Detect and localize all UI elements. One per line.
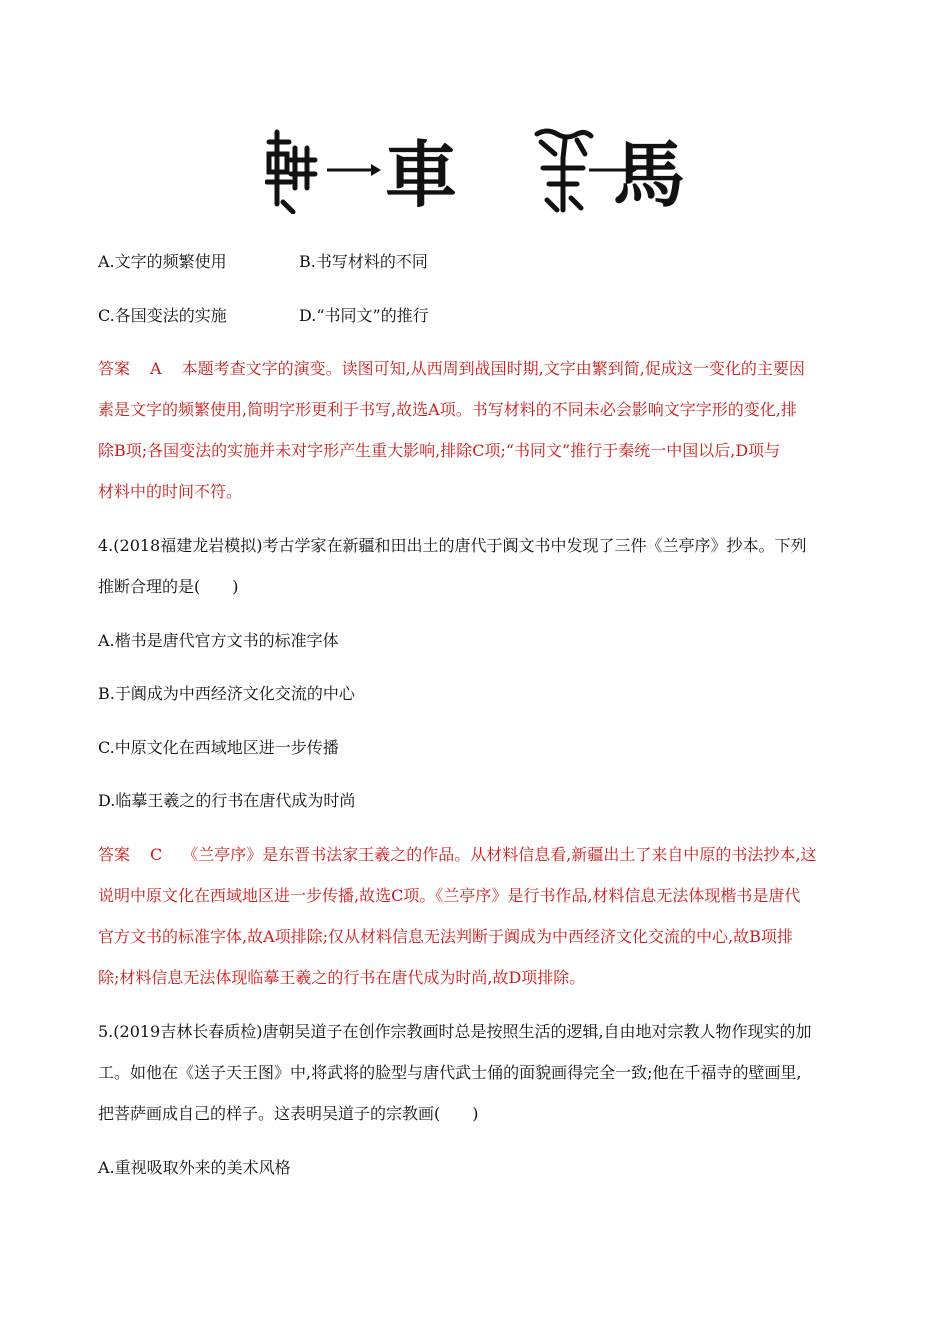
q4-answer-line-3: 官方文书的标准字体,故A项排除;仅从材料信息无法判断于阗成为中西经济文化交流的中心,故B项排 [98,927,793,946]
script-evolution-figure [265,118,685,214]
q4-stem-line-1: 4.(2018福建龙岩模拟)考古学家在新疆和田出土的唐代于阗文书中发现了三件《兰亭序》抄本。下列 [98,536,807,555]
q3-answer-label: 答案 [98,359,131,378]
q4-answer-label: 答案 [98,845,131,864]
q4-option-b: B.于阗成为中西经济文化交流的中心 [98,684,355,703]
q3-options-row-2 [98,306,227,326]
q3-answer-letter: A [150,359,162,378]
q5-stem-line-1: 5.(2019吉林长春质检)唐朝吴道子在创作宗教画时总是按照生活的逻辑,自由地对宗教人物作现实的加 [98,1022,812,1041]
q3-answer-line-2: 素是文字的频繁使用,简明字形更利于书写,故选A项。书写材料的不同未必会影响文字字形的变化,排 [98,400,797,419]
q4-answer-text: 《兰亭序》是东晋书法家王羲之的作品。从材料信息看,新疆出土了来自中原的书法抄本,这 [182,845,817,864]
q5-stem-line-2: 工。如他在《送子天王图》中,将武将的脸型与唐代武士俑的面貌画得完全一致;他在千福寺的壁画里, [98,1063,802,1082]
q3-options-row-1 [98,252,227,272]
later-che-glyph: 車 [385,133,458,214]
ancient-che-glyph [267,132,315,212]
ancient-ma-glyph [537,131,591,210]
q5-option-a: A.重视吸取外来的美术风格 [98,1158,291,1177]
q4-option-d: D.临摹王羲之的行书在唐代成为时尚 [98,791,356,810]
q4-answer-letter: C [150,845,163,864]
q5-stem-line-3: 把菩萨画成自己的样子。这表明吴道子的宗教画( ) [98,1104,479,1123]
arrow-icon [327,164,381,176]
q4-answer-line-2: 说明中原文化在西域地区进一步传播,故选C项。《兰亭序》是行书作品,材料信息无法体现楷书是唐代 [98,886,801,905]
q4-option-c: C.中原文化在西域地区进一步传播 [98,738,339,757]
q4-answer-line-4: 除;材料信息无法体现临摹王羲之的行书在唐代成为时尚,故D项排除。 [98,968,586,987]
later-ma-glyph: 馬 [613,133,685,214]
script-evolution-image [265,118,685,214]
q3-answer-line-4: 材料中的时间不符。 [98,482,243,501]
q4-stem-line-2: 推断合理的是( ) [98,577,239,596]
q3-answer-line-3: 除B项;各国变法的实施并未对字形产生重大影响,排除C项;“书同文”推行于秦统一中国以后,D项与 [98,441,781,460]
q3-option-c: C.各国变法的实施 [98,306,227,325]
q4-answer-line-1 [98,845,816,865]
q3-options-row-1b [299,252,428,272]
q3-option-d: D.“书同文”的推行 [299,306,429,325]
q3-answer-text: 本题考查文字的演变。读图可知,从西周到战国时期,文字由繁到简,促成这一变化的主要因 [181,359,805,378]
q3-answer-line-1 [98,359,805,379]
q4-option-a: A.楷书是唐代官方文书的标准字体 [98,631,339,650]
q3-option-b: B.书写材料的不同 [299,252,428,271]
q3-option-a: A.文字的频繁使用 [98,252,227,271]
q3-options-row-2b [299,306,429,326]
